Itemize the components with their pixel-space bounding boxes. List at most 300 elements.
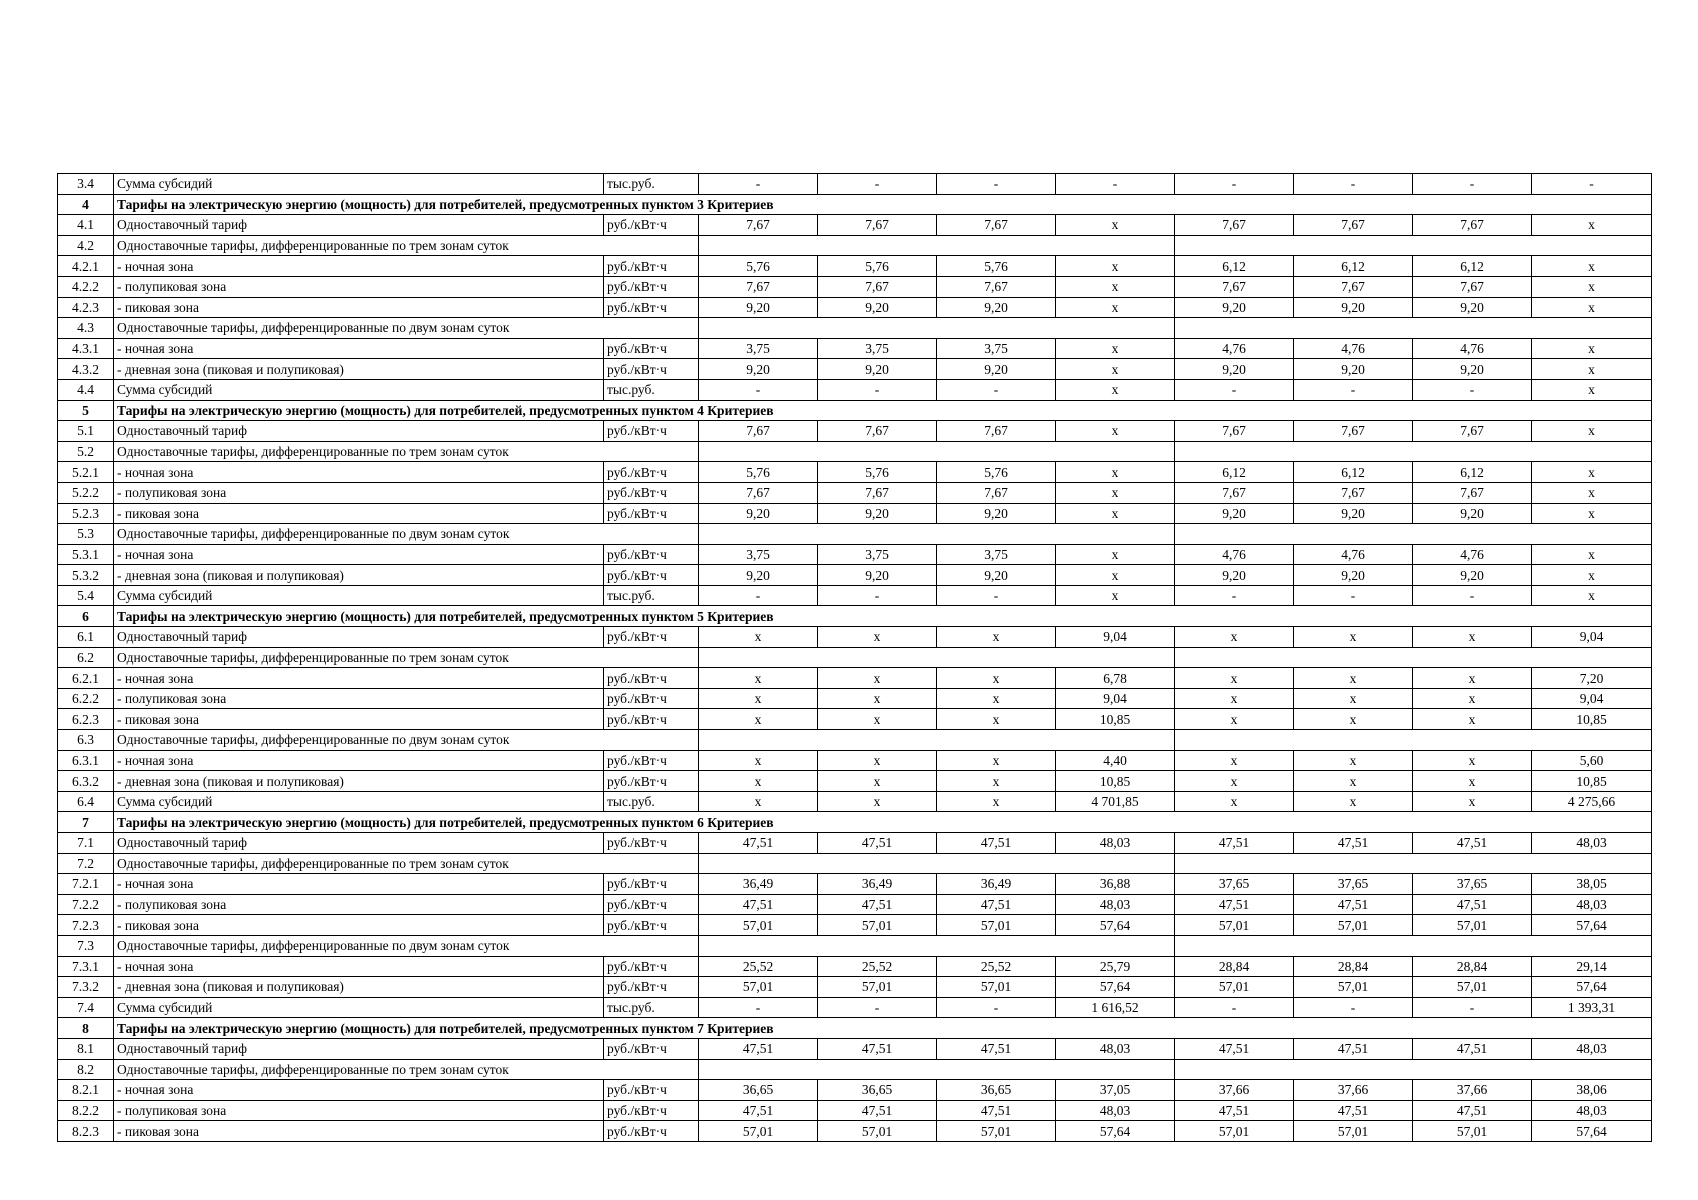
value-cell: x [1532,276,1652,297]
row-number: 8.2.1 [58,1080,114,1101]
value-cell: 9,20 [1294,565,1413,586]
value-cell: x [699,668,818,689]
value-cell: x [937,750,1056,771]
value-cell: x [1532,256,1652,277]
table-row [58,462,1652,483]
table-row [58,1080,1652,1101]
value-cell: 9,20 [1413,359,1532,380]
value-cell: x [818,791,937,812]
value-cell: 10,85 [1056,709,1175,730]
value-cell: 3,75 [699,544,818,565]
value-cell: 6,12 [1294,462,1413,483]
unit-cell: тыс.руб. [604,791,699,812]
value-cell: 57,01 [1175,915,1294,936]
group-title: Одноставочные тарифы, дифференцированные по двум зонам суток [114,935,699,956]
value-cell: x [1056,276,1175,297]
value-cell: 5,76 [937,256,1056,277]
value-cell: x [1056,421,1175,442]
value-cell: x [1413,791,1532,812]
value-cell: 57,64 [1532,1121,1652,1142]
group-row [58,524,1652,545]
value-cell: 3,75 [937,544,1056,565]
value-cell: 6,12 [1175,256,1294,277]
value-cell: x [1532,359,1652,380]
value-cell: 4,76 [1294,338,1413,359]
value-cell: x [699,750,818,771]
row-description: - ночная зона [114,668,604,689]
group-title: Одноставочные тарифы, дифференцированные по двум зонам суток [114,524,699,545]
row-number: 5.3 [58,524,114,545]
table-row [58,977,1652,998]
unit-cell: руб./кВт·ч [604,709,699,730]
value-cell: - [818,585,937,606]
value-cell: - [818,174,937,195]
row-number: 7.2.1 [58,874,114,895]
value-cell: 6,12 [1413,462,1532,483]
value-cell: 37,66 [1413,1080,1532,1101]
unit-cell: руб./кВт·ч [604,956,699,977]
group-title: Одноставочные тарифы, дифференцированные по трем зонам суток [114,441,699,462]
value-cell: 3,75 [699,338,818,359]
row-number: 6 [58,606,114,627]
value-cell: 6,12 [1413,256,1532,277]
value-cell: 47,51 [699,1100,818,1121]
value-cell: x [1175,771,1294,792]
row-number: 4.2.1 [58,256,114,277]
row-description: - полупиковая зона [114,688,604,709]
value-cell: 5,76 [818,256,937,277]
table-row [58,565,1652,586]
row-number: 4.2.2 [58,276,114,297]
value-cell: x [1175,791,1294,812]
value-cell: x [1532,338,1652,359]
value-cell: x [1175,627,1294,648]
row-number: 7.4 [58,997,114,1018]
value-cell: 3,75 [937,338,1056,359]
group-title: Одноставочные тарифы, дифференцированные по трем зонам суток [114,1059,699,1080]
value-cell: x [818,668,937,689]
value-cell: x [1413,668,1532,689]
row-number: 6.2 [58,647,114,668]
value-cell: 7,67 [1413,421,1532,442]
value-cell: x [699,791,818,812]
row-number: 7.2.3 [58,915,114,936]
unit-cell: руб./кВт·ч [604,421,699,442]
value-cell: - [937,379,1056,400]
unit-cell: руб./кВт·ч [604,565,699,586]
value-cell: x [699,688,818,709]
value-cell: x [1056,297,1175,318]
row-description: - пиковая зона [114,915,604,936]
value-cell: 1 393,31 [1532,997,1652,1018]
unit-cell: руб./кВт·ч [604,627,699,648]
row-description: - полупиковая зона [114,1100,604,1121]
value-cell: 57,01 [1294,977,1413,998]
value-cell: x [1532,215,1652,236]
value-cell: 47,51 [818,1038,937,1059]
blank-cell [699,1059,1175,1080]
table-row [58,503,1652,524]
table-row [58,359,1652,380]
value-cell: 9,20 [1175,565,1294,586]
value-cell: 25,52 [699,956,818,977]
table-row [58,297,1652,318]
value-cell: 47,51 [818,1100,937,1121]
value-cell: 48,03 [1532,833,1652,854]
value-cell: 57,01 [937,915,1056,936]
value-cell: 57,01 [1175,977,1294,998]
value-cell: x [1532,462,1652,483]
row-description: - ночная зона [114,956,604,977]
value-cell: 7,67 [937,482,1056,503]
unit-cell: руб./кВт·ч [604,915,699,936]
value-cell: 47,51 [818,894,937,915]
value-cell: 9,20 [937,297,1056,318]
value-cell: 9,20 [699,297,818,318]
row-description: Сумма субсидий [114,585,604,606]
value-cell: 7,67 [699,215,818,236]
group-title: Одноставочные тарифы, дифференцированные по трем зонам суток [114,235,699,256]
unit-cell: тыс.руб. [604,585,699,606]
value-cell: x [1294,750,1413,771]
value-cell: x [818,688,937,709]
value-cell: x [818,750,937,771]
value-cell: x [1056,379,1175,400]
value-cell: x [1413,771,1532,792]
blank-cell [699,318,1175,339]
blank-cell [1175,235,1652,256]
value-cell: 47,51 [699,894,818,915]
value-cell: 7,67 [1294,482,1413,503]
group-title: Одноставочные тарифы, дифференцированные по трем зонам суток [114,647,699,668]
section-row [58,194,1652,215]
row-description: Одноставочный тариф [114,833,604,854]
section-title: Тарифы на электрическую энергию (мощность) для потребителей, предусмотренных пунктом 6 Критериев [114,812,1652,833]
value-cell: x [1056,215,1175,236]
value-cell: 37,66 [1294,1080,1413,1101]
unit-cell: руб./кВт·ч [604,544,699,565]
value-cell: x [1056,503,1175,524]
value-cell: 7,67 [699,276,818,297]
value-cell: 57,01 [1175,1121,1294,1142]
tariff-table-body [58,174,1652,1142]
unit-cell: руб./кВт·ч [604,1038,699,1059]
row-number: 6.2.3 [58,709,114,730]
value-cell: x [1056,565,1175,586]
unit-cell: руб./кВт·ч [604,359,699,380]
value-cell: 47,51 [1413,894,1532,915]
value-cell: - [937,174,1056,195]
value-cell: 57,64 [1532,977,1652,998]
value-cell: 47,51 [1175,1100,1294,1121]
row-number: 5.2.1 [58,462,114,483]
row-description: - пиковая зона [114,1121,604,1142]
table-row [58,668,1652,689]
value-cell: 3,75 [818,544,937,565]
value-cell: 47,51 [699,1038,818,1059]
unit-cell: руб./кВт·ч [604,276,699,297]
row-number: 7.3.1 [58,956,114,977]
unit-cell: руб./кВт·ч [604,833,699,854]
value-cell: 57,01 [699,977,818,998]
value-cell: 57,01 [818,915,937,936]
table-row [58,276,1652,297]
value-cell: 37,65 [1413,874,1532,895]
blank-cell [699,524,1175,545]
row-description: Сумма субсидий [114,379,604,400]
value-cell: - [1175,379,1294,400]
blank-cell [699,730,1175,751]
row-number: 8.2.3 [58,1121,114,1142]
row-description: - ночная зона [114,750,604,771]
value-cell: 5,76 [937,462,1056,483]
value-cell: 57,01 [818,977,937,998]
row-description: - ночная зона [114,462,604,483]
value-cell: 6,12 [1294,256,1413,277]
row-number: 6.1 [58,627,114,648]
value-cell: 57,64 [1532,915,1652,936]
value-cell: 47,51 [1294,1038,1413,1059]
row-number: 7.1 [58,833,114,854]
group-row [58,441,1652,462]
value-cell: 7,67 [818,276,937,297]
row-number: 5.4 [58,585,114,606]
unit-cell: руб./кВт·ч [604,1080,699,1101]
value-cell: 9,20 [1413,565,1532,586]
value-cell: 36,65 [699,1080,818,1101]
value-cell: 7,67 [1175,215,1294,236]
value-cell: 7,67 [937,215,1056,236]
group-row [58,853,1652,874]
value-cell: x [1532,421,1652,442]
value-cell: 28,84 [1294,956,1413,977]
value-cell: x [1532,565,1652,586]
value-cell: x [1056,256,1175,277]
value-cell: x [818,709,937,730]
value-cell: 7,67 [1413,482,1532,503]
value-cell: 9,20 [1175,359,1294,380]
value-cell: - [1175,997,1294,1018]
value-cell: 5,76 [818,462,937,483]
value-cell: 48,03 [1056,894,1175,915]
row-description: - дневная зона (пиковая и полупиковая) [114,771,604,792]
table-row [58,174,1652,195]
value-cell: 48,03 [1532,894,1652,915]
blank-cell [1175,853,1652,874]
value-cell: 48,03 [1532,1038,1652,1059]
value-cell: 7,67 [818,215,937,236]
group-row [58,318,1652,339]
table-row [58,1038,1652,1059]
value-cell: 10,85 [1056,771,1175,792]
value-cell: 28,84 [1175,956,1294,977]
table-row [58,709,1652,730]
value-cell: x [818,627,937,648]
group-title: Одноставочные тарифы, дифференцированные по двум зонам суток [114,730,699,751]
value-cell: 47,51 [1294,1100,1413,1121]
section-title: Тарифы на электрическую энергию (мощность) для потребителей, предусмотренных пунктом 5 Критериев [114,606,1652,627]
group-title: Одноставочные тарифы, дифференцированные по двум зонам суток [114,318,699,339]
value-cell: 9,04 [1532,688,1652,709]
row-description: Одноставочный тариф [114,215,604,236]
group-row [58,935,1652,956]
value-cell: 7,67 [937,276,1056,297]
value-cell: x [1532,297,1652,318]
tariff-table [57,173,1652,1142]
value-cell: - [1413,585,1532,606]
value-cell: 7,67 [699,482,818,503]
value-cell: 57,01 [937,977,1056,998]
table-row [58,338,1652,359]
value-cell: x [1056,544,1175,565]
row-number: 8.1 [58,1038,114,1059]
section-row [58,606,1652,627]
row-description: - дневная зона (пиковая и полупиковая) [114,977,604,998]
value-cell: x [1294,791,1413,812]
value-cell: 29,14 [1532,956,1652,977]
table-row [58,585,1652,606]
value-cell: 38,06 [1532,1080,1652,1101]
value-cell: 47,51 [937,833,1056,854]
row-number: 6.2.1 [58,668,114,689]
row-description: Одноставочный тариф [114,421,604,442]
value-cell: - [818,997,937,1018]
value-cell: 9,20 [1294,359,1413,380]
row-number: 7.2.2 [58,894,114,915]
value-cell: 7,67 [1413,276,1532,297]
value-cell: - [1056,174,1175,195]
row-number: 4.2.3 [58,297,114,318]
value-cell: x [1175,668,1294,689]
row-description: Сумма субсидий [114,791,604,812]
value-cell: - [699,379,818,400]
value-cell: 7,67 [1413,215,1532,236]
value-cell: 9,04 [1056,688,1175,709]
value-cell: - [1413,174,1532,195]
value-cell: x [937,688,1056,709]
table-row [58,750,1652,771]
blank-cell [1175,647,1652,668]
row-number: 8.2.2 [58,1100,114,1121]
value-cell: 9,20 [818,359,937,380]
row-description: Сумма субсидий [114,997,604,1018]
value-cell: - [699,585,818,606]
value-cell: x [1056,359,1175,380]
value-cell: x [937,709,1056,730]
row-description: - ночная зона [114,874,604,895]
value-cell: 9,20 [1413,297,1532,318]
row-description: - полупиковая зона [114,482,604,503]
value-cell: x [937,791,1056,812]
value-cell: - [1294,379,1413,400]
value-cell: x [937,627,1056,648]
value-cell: 37,05 [1056,1080,1175,1101]
value-cell: 57,01 [1413,1121,1532,1142]
value-cell: 9,04 [1056,627,1175,648]
value-cell: 9,20 [699,565,818,586]
row-number: 6.2.2 [58,688,114,709]
value-cell: 7,67 [1294,276,1413,297]
row-description: - пиковая зона [114,297,604,318]
value-cell: 36,65 [937,1080,1056,1101]
row-description: - дневная зона (пиковая и полупиковая) [114,565,604,586]
value-cell: 9,20 [1175,503,1294,524]
row-description: - дневная зона (пиковая и полупиковая) [114,359,604,380]
row-description: Сумма субсидий [114,174,604,195]
row-number: 4 [58,194,114,215]
value-cell: 47,51 [937,894,1056,915]
value-cell: 47,51 [937,1100,1056,1121]
value-cell: 36,49 [937,874,1056,895]
row-number: 5.2 [58,441,114,462]
value-cell: 57,01 [818,1121,937,1142]
value-cell: 25,52 [937,956,1056,977]
value-cell: 3,75 [818,338,937,359]
group-title: Одноставочные тарифы, дифференцированные по трем зонам суток [114,853,699,874]
value-cell: 9,20 [1413,503,1532,524]
row-number: 5.3.1 [58,544,114,565]
value-cell: x [699,771,818,792]
value-cell: x [937,771,1056,792]
value-cell: 10,85 [1532,709,1652,730]
value-cell: x [1532,503,1652,524]
group-row [58,1059,1652,1080]
value-cell: 47,51 [699,833,818,854]
group-row [58,647,1652,668]
value-cell: 4,40 [1056,750,1175,771]
row-number: 7 [58,812,114,833]
unit-cell: руб./кВт·ч [604,256,699,277]
table-row [58,1121,1652,1142]
value-cell: 9,20 [818,297,937,318]
value-cell: x [1532,379,1652,400]
unit-cell: тыс.руб. [604,174,699,195]
value-cell: x [1413,750,1532,771]
row-number: 7.2 [58,853,114,874]
group-row [58,235,1652,256]
value-cell: 57,64 [1056,1121,1175,1142]
value-cell: 47,51 [818,833,937,854]
table-row [58,256,1652,277]
unit-cell: руб./кВт·ч [604,503,699,524]
value-cell: 25,79 [1056,956,1175,977]
value-cell: 7,67 [937,421,1056,442]
value-cell: 6,78 [1056,668,1175,689]
value-cell: 47,51 [1294,894,1413,915]
table-row [58,894,1652,915]
value-cell: - [699,174,818,195]
value-cell: 9,20 [818,565,937,586]
unit-cell: руб./кВт·ч [604,462,699,483]
value-cell: x [1175,688,1294,709]
value-cell: - [1413,379,1532,400]
row-number: 7.3 [58,935,114,956]
value-cell: 57,01 [937,1121,1056,1142]
value-cell: 57,64 [1056,915,1175,936]
blank-cell [1175,1059,1652,1080]
section-title: Тарифы на электрическую энергию (мощность) для потребителей, предусмотренных пунктом 3 Критериев [114,194,1652,215]
table-row [58,627,1652,648]
value-cell: 9,20 [818,503,937,524]
value-cell: 4,76 [1294,544,1413,565]
value-cell: 47,51 [1413,833,1532,854]
section-row [58,812,1652,833]
section-row [58,400,1652,421]
value-cell: 4,76 [1413,544,1532,565]
section-row [58,1018,1652,1039]
row-number: 8 [58,1018,114,1039]
value-cell: x [1294,627,1413,648]
